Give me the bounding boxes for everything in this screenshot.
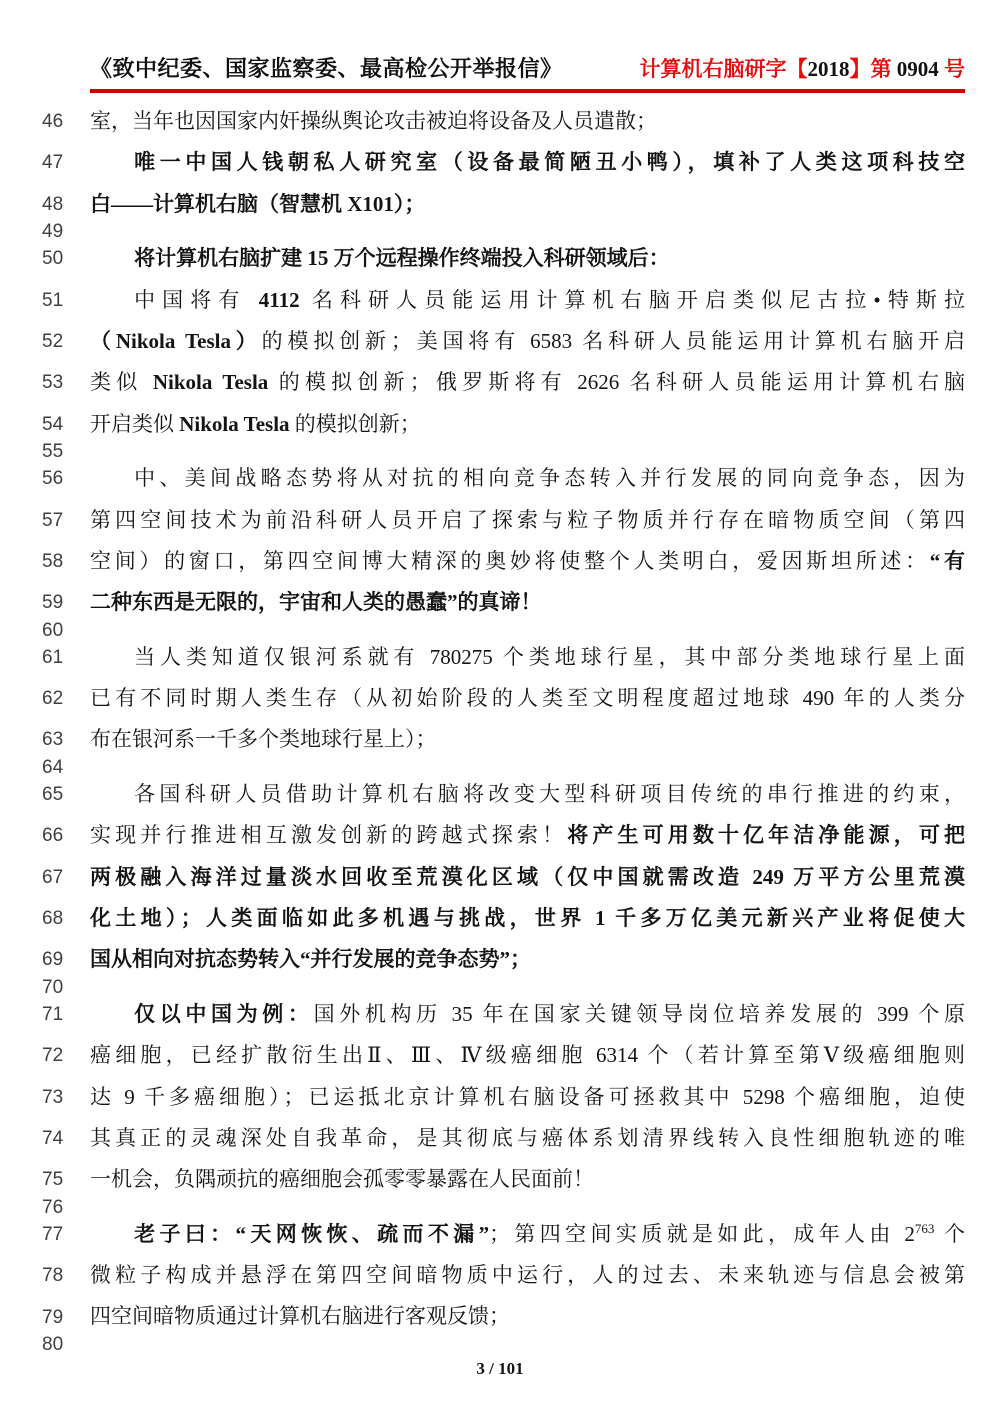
text-segment: 微粒子构成并悬浮在第四空间暗物质中运行，人的过去、未来轨迹与信息会被第 — [90, 1263, 965, 1288]
line-number: 55 — [42, 440, 64, 462]
line-text — [90, 783, 965, 806]
text-segment: 空间）的窗口，第四空间博大精深的奥妙将使整个人类明白，爱因斯坦所述： — [90, 548, 930, 573]
text-segment: 室，当年也因国家内奸操纵舆论攻击被迫将设备及人员遣散； — [90, 109, 657, 134]
line-text — [90, 1168, 965, 1191]
line-number: 46 — [42, 111, 64, 133]
line-number: 62 — [42, 688, 64, 710]
line-text — [90, 550, 965, 573]
line-text — [90, 1003, 965, 1026]
line-text — [90, 866, 965, 889]
document-line — [0, 362, 1000, 403]
document-line — [0, 142, 1000, 183]
line-text — [90, 591, 965, 614]
text-segment: 名科研人员能运用计算机右脑开启类似尼古拉•特斯拉 — [299, 287, 966, 312]
document-line — [0, 976, 1000, 998]
line-text — [90, 371, 965, 394]
document-line — [0, 1035, 1000, 1076]
line-number: 50 — [42, 248, 64, 270]
document-line — [0, 280, 1000, 321]
document-line — [0, 939, 1000, 980]
line-text — [90, 824, 965, 847]
line-number: 65 — [42, 784, 64, 806]
text-segment: Nikola Tesla — [152, 370, 269, 395]
text-segment: ；第四空间实质就是如此，成年人由 2 — [489, 1222, 915, 1247]
text-segment: 其真正的灵魂深处自我革命，是其彻底与癌体系划清界线转入良性细胞轨迹的唯 — [90, 1125, 965, 1150]
document-line — [0, 238, 1000, 279]
text-segment: 白——计算机右脑（智慧机 X101）； — [90, 191, 426, 216]
line-text — [90, 1264, 965, 1287]
page-header — [90, 52, 965, 93]
doc-number-segment: 0904 — [896, 57, 939, 81]
line-number: 52 — [42, 331, 64, 353]
document-line — [0, 1076, 1000, 1117]
document-line — [0, 619, 1000, 641]
text-segment: 一机会，负隅顽抗的癌细胞会孤零零暴露在人民面前！ — [90, 1167, 594, 1192]
document-line — [0, 857, 1000, 898]
document-line — [0, 1333, 1000, 1355]
line-text — [90, 687, 965, 710]
line-number: 71 — [42, 1004, 64, 1026]
text-segment: 的模拟创新； — [289, 411, 421, 436]
line-text — [90, 509, 965, 532]
document-title: 《致中纪委、国家监察委、最高检公开举报信》 — [90, 56, 563, 81]
text-segment: 将产生可用数十亿年洁净能源，可把 — [567, 823, 965, 848]
line-text — [90, 289, 965, 312]
line-number: 79 — [42, 1306, 64, 1328]
document-line — [0, 221, 1000, 243]
document-line — [0, 1159, 1000, 1200]
superscript-text: 763 — [914, 1221, 935, 1237]
text-segment: 开启类似 — [90, 411, 180, 436]
doc-number-segment: 】第 — [849, 57, 897, 81]
line-number: 76 — [42, 1196, 64, 1218]
document-line — [0, 1196, 1000, 1218]
document-line — [0, 1296, 1000, 1337]
line-text — [90, 646, 965, 669]
line-text — [90, 1086, 965, 1109]
text-segment: 两极融入海洋过量淡水回收至荒漠化区域（仅中国就需改造 249 万平方公里荒漠 — [90, 864, 965, 889]
document-line — [0, 1255, 1000, 1296]
text-segment: 的模拟创新；美国将有 6583 名科研人员能运用计算机右脑开启 — [261, 328, 965, 353]
document-line — [0, 321, 1000, 362]
line-number: 74 — [42, 1127, 64, 1149]
line-number: 78 — [42, 1265, 64, 1287]
line-number: 54 — [42, 413, 64, 435]
text-segment: 中国将有 — [134, 287, 259, 312]
line-text — [90, 907, 965, 930]
line-text — [90, 247, 965, 270]
document-line — [0, 458, 1000, 499]
document-line — [0, 637, 1000, 678]
line-number: 80 — [42, 1333, 64, 1355]
line-text — [90, 330, 965, 353]
line-number: 70 — [42, 976, 64, 998]
doc-number-segment: 号 — [938, 57, 965, 81]
document-line — [0, 1118, 1000, 1159]
doc-number-segment: 计算机右脑研字【 — [639, 57, 808, 81]
line-text — [90, 110, 965, 133]
page-number: 3 / 101 — [476, 1359, 524, 1379]
document-line — [0, 898, 1000, 939]
line-number: 63 — [42, 729, 64, 751]
line-number: 48 — [42, 193, 64, 215]
document-line — [0, 541, 1000, 582]
line-number: 77 — [42, 1223, 64, 1245]
document-reference-number — [640, 53, 966, 83]
text-segment: 已有不同时期人类生存（从初始阶段的人类至文明程度超过地球 490 年的人类分 — [90, 686, 965, 711]
document-line — [0, 1214, 1000, 1255]
document-line — [0, 719, 1000, 760]
line-text — [90, 193, 965, 216]
document-line — [0, 678, 1000, 719]
line-number: 67 — [42, 866, 64, 888]
line-number: 60 — [42, 619, 64, 641]
text-segment: 类似 — [90, 370, 153, 395]
text-segment: 老子曰：“天网恢恢、疏而不漏” — [134, 1222, 490, 1247]
document-line — [0, 582, 1000, 623]
text-segment: Nikola Tesla — [179, 411, 290, 436]
text-segment: 四空间暗物质通过计算机右脑进行客观反馈； — [90, 1304, 510, 1329]
text-segment: 第四空间技术为前沿科研人员开启了探索与粒子物质并行存在暗物质空间（第四 — [90, 507, 965, 532]
document-line — [0, 994, 1000, 1035]
line-number: 58 — [42, 550, 64, 572]
line-number: 59 — [42, 592, 64, 614]
line-number: 72 — [42, 1045, 64, 1067]
text-segment: 仅以中国为例： — [134, 1001, 314, 1026]
text-segment: 当人类知道仅银河系就有 780275 个类地球行星，其中部分类地球行星上面 — [134, 644, 965, 669]
line-text — [90, 151, 965, 174]
line-text — [90, 1127, 965, 1150]
line-rows — [0, 101, 1000, 1355]
text-segment: 唯一中国人钱朝私人研究室（设备最简陋丑小鸭），填补了人类这项科技空 — [134, 150, 965, 175]
line-number: 64 — [42, 756, 64, 778]
doc-number-segment: 2018 — [807, 57, 850, 81]
line-text — [90, 467, 965, 490]
line-number: 73 — [42, 1086, 64, 1108]
text-segment: “有 — [929, 548, 965, 573]
text-segment: 化土地）；人类面临如此多机遇与挑战，世界 1 千多万亿美元新兴产业将促使大 — [90, 906, 965, 930]
line-number: 61 — [42, 646, 64, 668]
text-segment: 4112 — [258, 287, 300, 312]
text-segment: 的模拟创新；俄罗斯将有 2626 名科研人员能运用计算机右脑 — [268, 370, 966, 395]
text-segment: 将计算机右脑扩建 15 万个远程操作终端投入科研领域后： — [134, 246, 670, 271]
line-text — [90, 728, 965, 751]
line-number: 49 — [42, 221, 64, 243]
document-line — [0, 499, 1000, 540]
text-segment: 实现并行推进相互激发创新的跨越式探索！ — [90, 823, 568, 848]
text-segment: 中、美间战略态势将从对抗的相向竞争态转入并行发展的同向竞争态，因为 — [134, 466, 965, 491]
line-number: 47 — [42, 152, 64, 174]
text-segment: 各国科研人员借助计算机右脑将改变大型科研项目传统的串行推进的约束， — [134, 782, 965, 807]
document-line — [0, 403, 1000, 444]
line-number: 69 — [42, 949, 64, 971]
line-number: 57 — [42, 509, 64, 531]
line-text — [90, 948, 965, 971]
text-segment: 国从相向对抗态势转入“并行发展的竞争态势”； — [90, 947, 531, 972]
text-segment: 癌细胞，已经扩散衍生出Ⅱ、Ⅲ、Ⅳ级癌细胞 6314 个（若计算至第Ⅴ级癌细胞则 — [90, 1043, 965, 1068]
document-line — [0, 440, 1000, 462]
text-segment: 布在银河系一千多个类地球行星上）； — [90, 727, 437, 752]
line-text — [90, 1305, 965, 1328]
document-line — [0, 101, 1000, 142]
text-segment: 二种东西是无限的，宇宙和人类的愚蠢”的真谛！ — [90, 590, 542, 615]
text-segment: 达 9 千多癌细胞）；已运抵北京计算机右脑设备可拯救其中 5298 个癌细胞，迫使 — [90, 1084, 965, 1109]
document-line — [0, 184, 1000, 225]
line-number: 68 — [42, 908, 64, 930]
document-line — [0, 774, 1000, 815]
line-text — [90, 1222, 965, 1246]
line-number: 56 — [42, 468, 64, 490]
line-number: 75 — [42, 1169, 64, 1191]
line-number: 51 — [42, 289, 64, 311]
line-number: 66 — [42, 825, 64, 847]
line-number: 53 — [42, 372, 64, 394]
document-line — [0, 756, 1000, 778]
line-text — [90, 413, 965, 436]
document-line — [0, 815, 1000, 856]
text-segment: 国外机构历 35 年在国家关键领导岗位培养发展的 399 个原 — [313, 1001, 966, 1026]
page-footer — [0, 1359, 1000, 1379]
text-segment: （Nikola Tesla） — [90, 328, 262, 353]
line-text — [90, 1044, 965, 1067]
text-segment: 个 — [934, 1222, 966, 1247]
